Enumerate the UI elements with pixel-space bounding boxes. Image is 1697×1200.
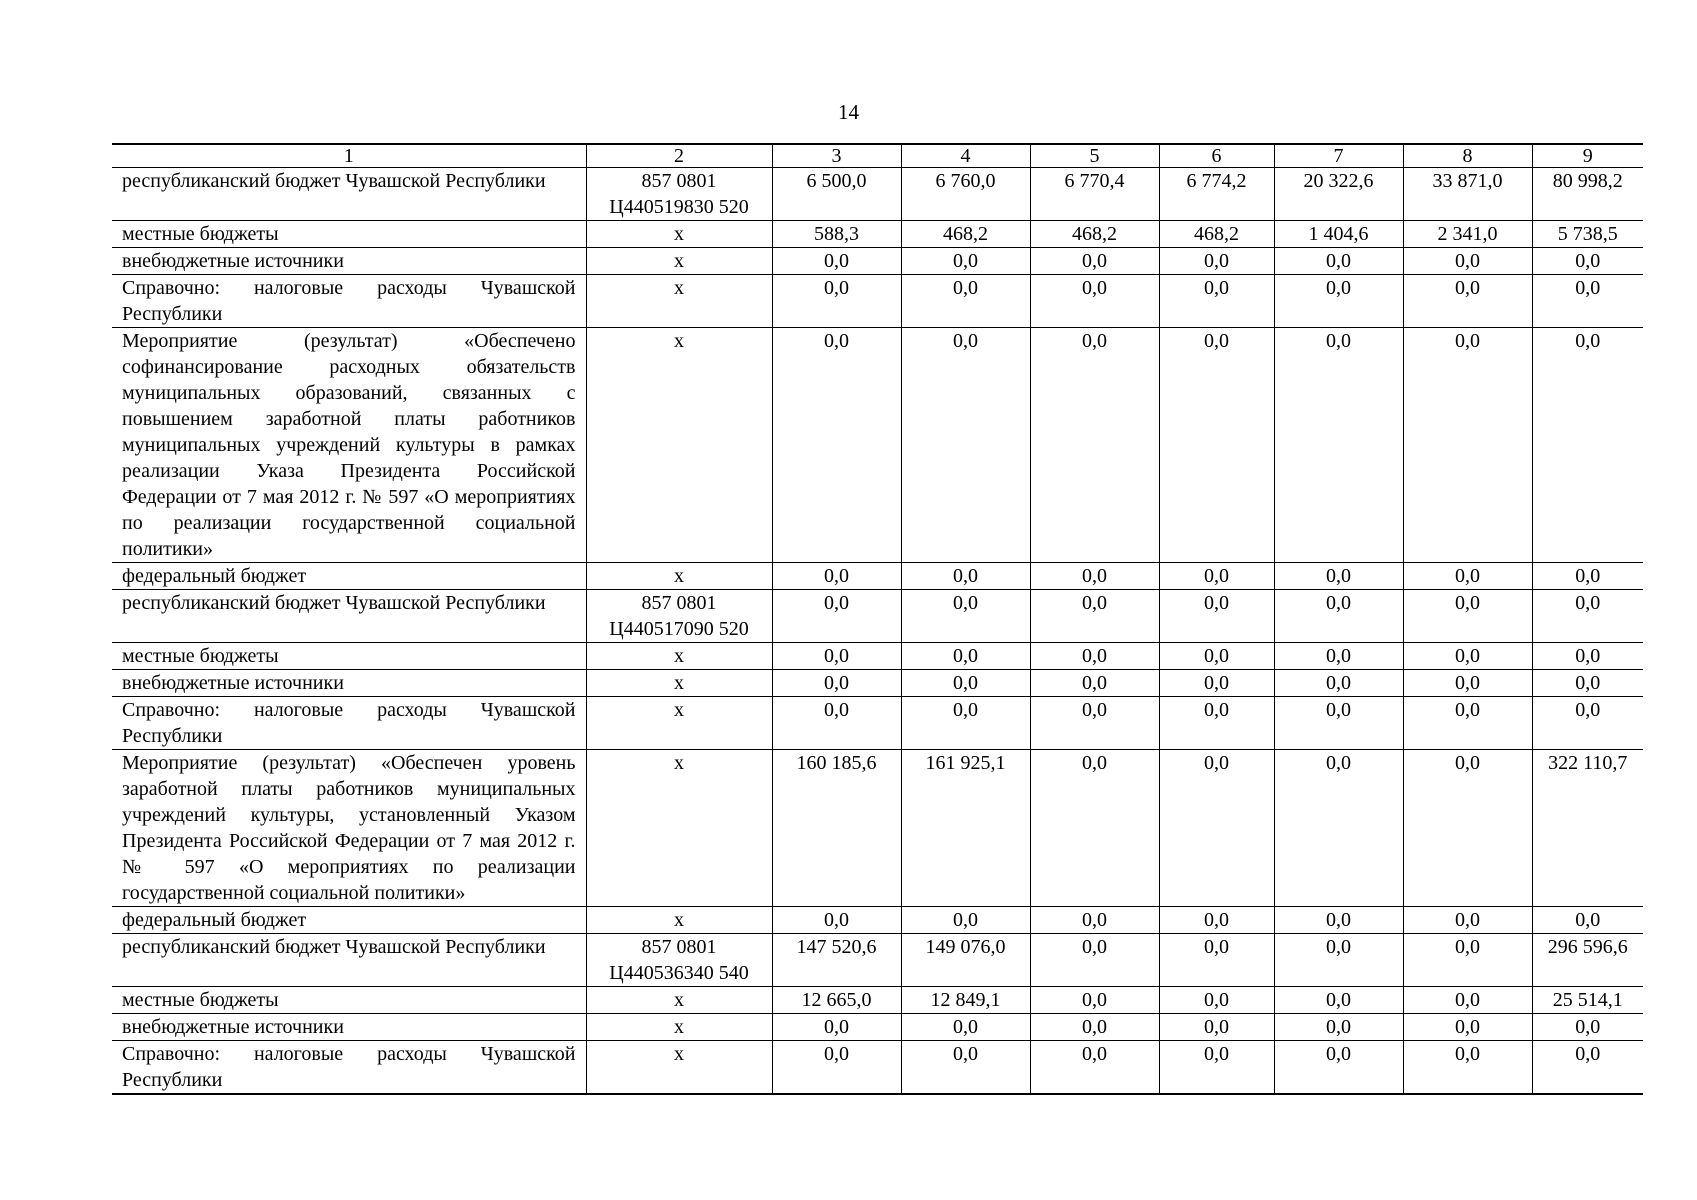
value-cell: 1 404,6 [1274, 221, 1403, 248]
budget-code-cell [586, 168, 772, 221]
table-row [112, 168, 1643, 221]
value-cell: 0,0 [1030, 643, 1159, 670]
value-cell: 588,3 [772, 221, 901, 248]
column-header: 7 [1274, 144, 1403, 168]
table-row [112, 1014, 1643, 1041]
budget-code-line: x [674, 989, 684, 1011]
table-row [112, 934, 1643, 987]
value-cell: 0,0 [772, 643, 901, 670]
row-name: Справочно: налоговые расходы Чувашской Республики [112, 697, 586, 750]
column-header: 5 [1030, 144, 1159, 168]
value-cell: 0,0 [1403, 590, 1532, 643]
value-cell: 0,0 [772, 590, 901, 643]
table-row [112, 907, 1643, 934]
row-name: Справочно: налоговые расходы Чувашской Республики [112, 275, 586, 328]
budget-code-line: 857 0801 [641, 592, 717, 614]
table-row [112, 590, 1643, 643]
value-cell: 0,0 [1403, 328, 1532, 563]
budget-code-line: x [674, 330, 684, 352]
budget-code-cell [586, 907, 772, 934]
budget-code-line: 857 0801 [641, 170, 717, 192]
row-name: Мероприятие (результат) «Обеспечено софинансирование расходных обязательств муниципальных образований, связанных с повышением заработной платы работников муниципальных учреждений культуры в рамках реализации Указа Президента Российской Федерации от 7 мая 2012 г. № 597 «О мероприятиях по реализации государственной социальной политики» [112, 328, 586, 563]
value-cell: 0,0 [1030, 275, 1159, 328]
value-cell: 0,0 [772, 328, 901, 563]
value-cell: 0,0 [1030, 907, 1159, 934]
value-cell: 0,0 [1030, 987, 1159, 1014]
value-cell: 147 520,6 [772, 934, 901, 987]
budget-code-cell [586, 1014, 772, 1041]
value-cell: 2 341,0 [1403, 221, 1532, 248]
value-cell: 25 514,1 [1532, 987, 1643, 1014]
column-header: 6 [1159, 144, 1274, 168]
value-cell: 0,0 [1532, 275, 1643, 328]
table-row [112, 987, 1643, 1014]
budget-code-line: x [674, 752, 684, 774]
value-cell: 6 774,2 [1159, 168, 1274, 221]
row-name: республиканский бюджет Чувашской Республики [112, 934, 586, 987]
value-cell: 12 665,0 [772, 987, 901, 1014]
value-cell: 0,0 [1159, 750, 1274, 907]
value-cell: 0,0 [1274, 1014, 1403, 1041]
value-cell: 0,0 [1532, 643, 1643, 670]
value-cell: 160 185,6 [772, 750, 901, 907]
budget-code-cell [586, 248, 772, 275]
column-header: 4 [901, 144, 1030, 168]
value-cell: 0,0 [1532, 907, 1643, 934]
row-name: внебюджетные источники [112, 248, 586, 275]
value-cell: 0,0 [901, 670, 1030, 697]
budget-code-cell [586, 750, 772, 907]
value-cell: 0,0 [901, 248, 1030, 275]
value-cell: 0,0 [1159, 907, 1274, 934]
value-cell: 6 760,0 [901, 168, 1030, 221]
value-cell: 0,0 [1274, 643, 1403, 670]
value-cell: 0,0 [901, 907, 1030, 934]
value-cell: 468,2 [1030, 221, 1159, 248]
value-cell: 0,0 [1403, 563, 1532, 590]
value-cell: 0,0 [901, 590, 1030, 643]
value-cell: 0,0 [1274, 590, 1403, 643]
value-cell: 0,0 [1532, 590, 1643, 643]
value-cell: 0,0 [1403, 248, 1532, 275]
budget-code-line: x [674, 672, 684, 694]
value-cell: 5 738,5 [1532, 221, 1643, 248]
value-cell: 0,0 [1532, 1041, 1643, 1095]
budget-code-cell [586, 1041, 772, 1095]
column-header: 3 [772, 144, 901, 168]
value-cell: 0,0 [1403, 643, 1532, 670]
column-header: 8 [1403, 144, 1532, 168]
budget-code-cell [586, 563, 772, 590]
value-cell: 0,0 [1030, 1014, 1159, 1041]
row-name: местные бюджеты [112, 987, 586, 1014]
table-row [112, 275, 1643, 328]
value-cell: 6 500,0 [772, 168, 901, 221]
budget-code-cell [586, 643, 772, 670]
value-cell: 0,0 [1532, 670, 1643, 697]
table-row [112, 697, 1643, 750]
value-cell: 0,0 [772, 1041, 901, 1095]
value-cell: 0,0 [1274, 934, 1403, 987]
value-cell: 0,0 [1030, 590, 1159, 643]
value-cell: 0,0 [901, 1041, 1030, 1095]
value-cell: 6 770,4 [1030, 168, 1159, 221]
value-cell: 0,0 [1030, 697, 1159, 750]
value-cell: 0,0 [1159, 670, 1274, 697]
value-cell: 0,0 [772, 248, 901, 275]
value-cell: 0,0 [1532, 1014, 1643, 1041]
value-cell: 0,0 [1403, 1014, 1532, 1041]
value-cell: 0,0 [1274, 275, 1403, 328]
budget-code-line: x [674, 1016, 684, 1038]
value-cell: 0,0 [1274, 907, 1403, 934]
value-cell: 0,0 [1159, 328, 1274, 563]
value-cell: 0,0 [901, 643, 1030, 670]
budget-code-cell [586, 328, 772, 563]
value-cell: 0,0 [1532, 697, 1643, 750]
value-cell: 0,0 [772, 697, 901, 750]
value-cell: 0,0 [1159, 563, 1274, 590]
value-cell: 0,0 [1403, 275, 1532, 328]
budget-code-cell [586, 590, 772, 643]
budget-code-cell [586, 697, 772, 750]
value-cell: 0,0 [1403, 1041, 1532, 1095]
row-name: федеральный бюджет [112, 563, 586, 590]
value-cell: 0,0 [1030, 670, 1159, 697]
table-row [112, 248, 1643, 275]
table-row [112, 750, 1643, 907]
value-cell: 0,0 [1532, 328, 1643, 563]
page-number: 14 [838, 100, 859, 124]
value-cell: 0,0 [1030, 1041, 1159, 1095]
value-cell: 0,0 [1159, 275, 1274, 328]
value-cell: 0,0 [901, 697, 1030, 750]
budget-code-cell [586, 987, 772, 1014]
column-header: 2 [586, 144, 772, 168]
value-cell: 0,0 [1274, 670, 1403, 697]
budget-code-line: Ц440517090 520 [609, 618, 749, 640]
value-cell: 12 849,1 [901, 987, 1030, 1014]
table-body [112, 144, 1643, 1094]
value-cell: 0,0 [1274, 328, 1403, 563]
budget-code-cell [586, 934, 772, 987]
value-cell: 0,0 [1030, 750, 1159, 907]
budget-table [112, 143, 1643, 1095]
budget-code-line: x [674, 250, 684, 272]
value-cell: 0,0 [1532, 248, 1643, 275]
value-cell: 0,0 [772, 907, 901, 934]
value-cell: 0,0 [1159, 934, 1274, 987]
budget-code-line: x [674, 699, 684, 721]
value-cell: 0,0 [1159, 248, 1274, 275]
column-number-row [112, 144, 1643, 168]
value-cell: 296 596,6 [1532, 934, 1643, 987]
value-cell: 0,0 [1274, 248, 1403, 275]
table-row [112, 643, 1643, 670]
table-row [112, 328, 1643, 563]
value-cell: 0,0 [901, 275, 1030, 328]
value-cell: 0,0 [772, 670, 901, 697]
value-cell: 0,0 [1274, 697, 1403, 750]
budget-code-cell [586, 275, 772, 328]
value-cell: 468,2 [901, 221, 1030, 248]
table-row [112, 1041, 1643, 1095]
value-cell: 0,0 [1403, 697, 1532, 750]
value-cell: 0,0 [772, 275, 901, 328]
row-name: федеральный бюджет [112, 907, 586, 934]
value-cell: 0,0 [901, 1014, 1030, 1041]
value-cell: 0,0 [1403, 934, 1532, 987]
budget-code-cell [586, 221, 772, 248]
value-cell: 0,0 [1403, 750, 1532, 907]
value-cell: 33 871,0 [1403, 168, 1532, 221]
value-cell: 0,0 [1159, 1041, 1274, 1095]
budget-code-line: x [674, 909, 684, 931]
value-cell: 322 110,7 [1532, 750, 1643, 907]
column-header: 1 [112, 144, 586, 168]
value-cell: 0,0 [772, 563, 901, 590]
value-cell: 149 076,0 [901, 934, 1030, 987]
value-cell: 0,0 [1030, 248, 1159, 275]
row-name: местные бюджеты [112, 221, 586, 248]
value-cell: 0,0 [1274, 750, 1403, 907]
row-name: республиканский бюджет Чувашской Республики [112, 590, 586, 643]
row-name: внебюджетные источники [112, 670, 586, 697]
row-name: Мероприятие (результат) «Обеспечен уровень заработной платы работников муниципальных учреждений культуры, установленный Указом Президента Российской Федерации от 7 мая 2012 г. № 597 «О мероприятиях по реализации государственной социальной политики» [112, 750, 586, 907]
value-cell: 0,0 [1403, 670, 1532, 697]
value-cell: 0,0 [772, 1014, 901, 1041]
value-cell: 0,0 [1159, 1014, 1274, 1041]
budget-code-line: x [674, 1043, 684, 1065]
value-cell: 0,0 [1403, 987, 1532, 1014]
budget-code-line: 857 0801 [641, 936, 717, 958]
budget-code-line: Ц440519830 520 [609, 196, 749, 218]
budget-code-line: x [674, 277, 684, 299]
value-cell: 0,0 [1403, 907, 1532, 934]
value-cell: 0,0 [1030, 934, 1159, 987]
row-name: республиканский бюджет Чувашской Республики [112, 168, 586, 221]
value-cell: 0,0 [1159, 590, 1274, 643]
value-cell: 0,0 [901, 563, 1030, 590]
column-header: 9 [1532, 144, 1643, 168]
value-cell: 0,0 [1030, 563, 1159, 590]
table-row [112, 563, 1643, 590]
value-cell: 80 998,2 [1532, 168, 1643, 221]
value-cell: 0,0 [1274, 987, 1403, 1014]
value-cell: 0,0 [1159, 643, 1274, 670]
row-name: местные бюджеты [112, 643, 586, 670]
table-row [112, 670, 1643, 697]
value-cell: 0,0 [1274, 563, 1403, 590]
value-cell: 0,0 [1532, 563, 1643, 590]
budget-code-line: x [674, 645, 684, 667]
budget-code-line: x [674, 223, 684, 245]
value-cell: 161 925,1 [901, 750, 1030, 907]
row-name: Справочно: налоговые расходы Чувашской Республики [112, 1041, 586, 1095]
value-cell: 468,2 [1159, 221, 1274, 248]
value-cell: 0,0 [1030, 328, 1159, 563]
value-cell: 0,0 [1159, 987, 1274, 1014]
value-cell: 0,0 [1159, 697, 1274, 750]
budget-code-line: x [674, 565, 684, 587]
value-cell: 0,0 [901, 328, 1030, 563]
budget-code-line: Ц440536340 540 [609, 962, 749, 984]
table-row [112, 221, 1643, 248]
budget-code-cell [586, 670, 772, 697]
row-name: внебюджетные источники [112, 1014, 586, 1041]
value-cell: 20 322,6 [1274, 168, 1403, 221]
value-cell: 0,0 [1274, 1041, 1403, 1095]
